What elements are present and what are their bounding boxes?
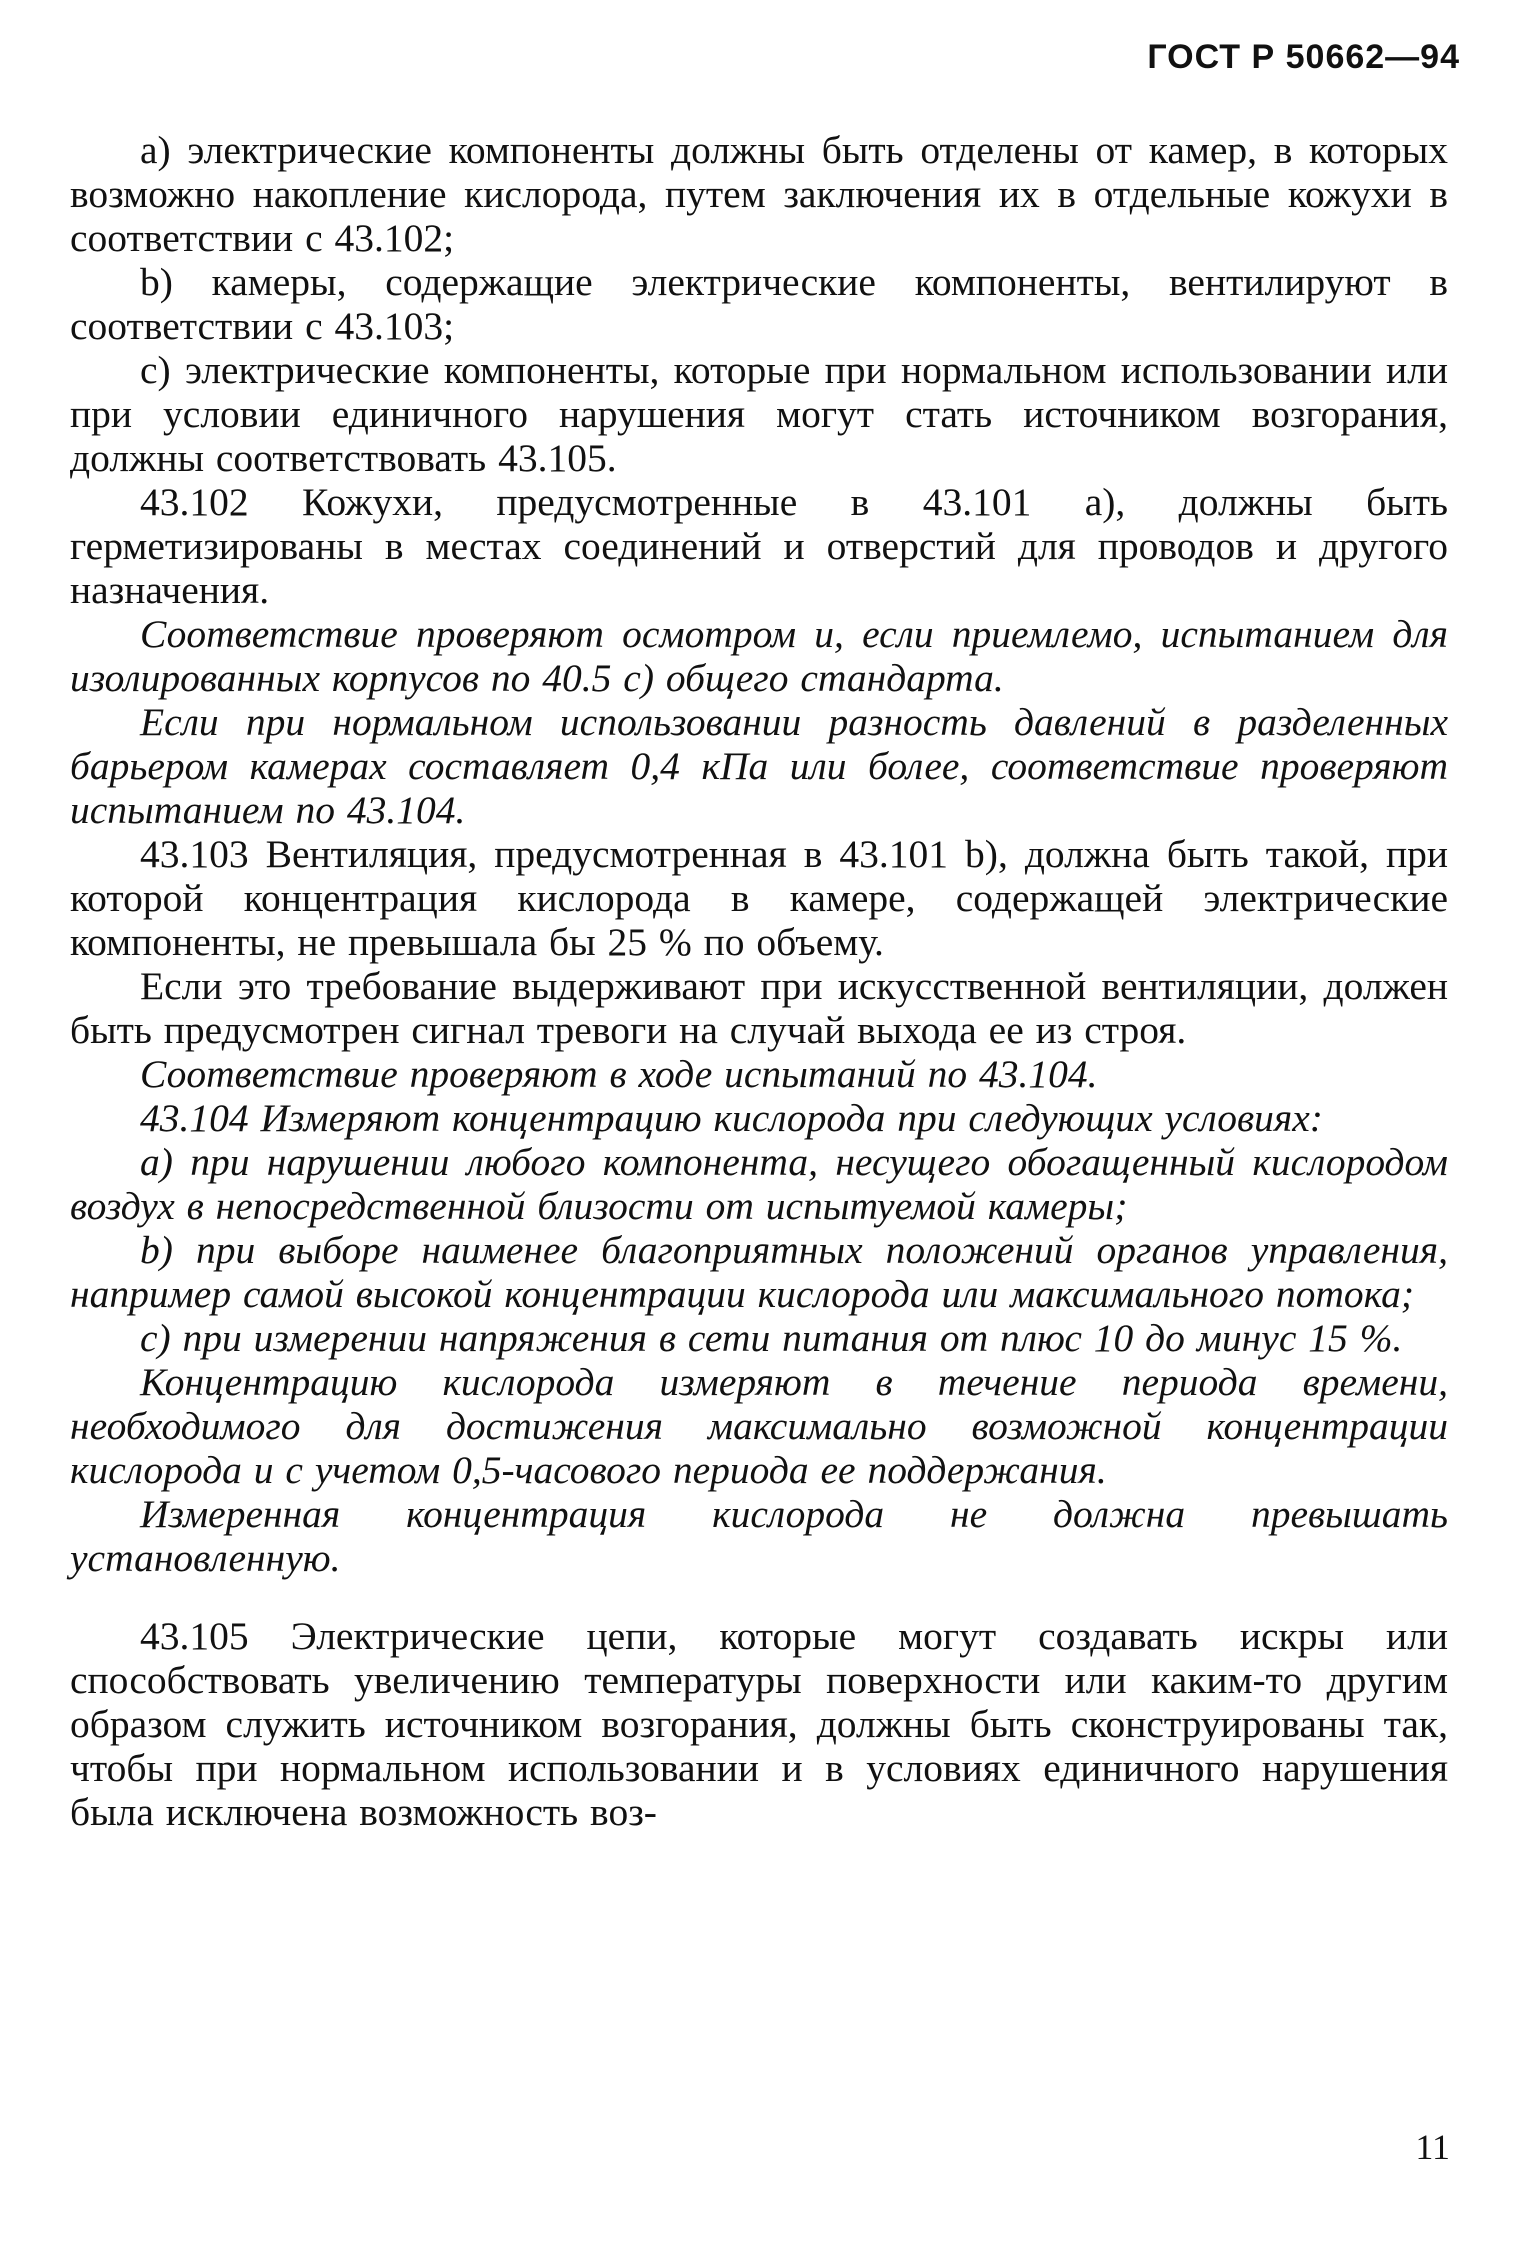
paragraph-item-b: b) камеры, содержащие электрические компоненты, вентилируют в соответствии с 43.103; bbox=[70, 260, 1448, 348]
condition-item-b: b) при выборе наименее благоприятных положений органов управления, например самой высокой концентрации кислорода или максимального потока; bbox=[70, 1228, 1448, 1316]
measurement-period-paragraph: Концентрацию кислорода измеряют в течение периода времени, необходимого для достижения максимально возможной концентрации кислорода и с учетом 0,5-часового периода ее поддержания. bbox=[70, 1360, 1448, 1492]
compliance-note-43-103: Соответствие проверяют в ходе испытаний по 43.104. bbox=[140, 1052, 1098, 1096]
compliance-note-43-102: Соответствие проверяют осмотром и, если приемлемо, испытанием для изолированных корпусов по 40.5 с) общего стандарта. bbox=[70, 612, 1448, 700]
paragraph-43-102: 43.102 Кожухи, предусмотренные в 43.101 а), должны быть герметизированы в местах соединений и отверстий для проводов и другого назначения. bbox=[70, 480, 1448, 612]
paragraph-43-104: 43.104 Измеряют концентрацию кислорода при следующих условиях: bbox=[140, 1096, 1323, 1140]
pressure-note-43-102: Если при нормальном использовании разность давлений в разделенных барьером камерах составляет 0,4 кПа или более, соответствие проверяют испытанием по 43.104. bbox=[70, 700, 1448, 832]
document-body bbox=[70, 128, 1448, 1834]
paragraph-item-a: а) электрические компоненты должны быть отделены от камер, в которых возможно накопление кислорода, путем заключения их в отдельные кожухи в соответствии с 43.102; bbox=[70, 128, 1448, 260]
condition-item-a: а) при нарушении любого компонента, несущего обогащенный кислородом воздух в непосредственной близости от испытуемой камеры; bbox=[70, 1140, 1448, 1228]
condition-item-c: с) при измерении напряжения в сети питания от плюс 10 до минус 15 %. bbox=[140, 1316, 1403, 1360]
paragraph-43-105: 43.105 Электрические цепи, которые могут создавать искры или способствовать увеличению температуры поверхности или каким-то другим образом служить источником возгорания, должны быть сконструированы так, чтобы при нормальном использовании и в условиях единичного нарушения была исключена возможность воз- bbox=[70, 1614, 1448, 1834]
ventilation-alarm-paragraph: Если это требование выдерживают при искусственной вентиляции, должен быть предусмотрен сигнал тревоги на случай выхода ее из строя. bbox=[70, 964, 1448, 1052]
paragraph-43-103: 43.103 Вентиляция, предусмотренная в 43.101 b), должна быть такой, при которой концентрация кислорода в камере, содержащей электрические компоненты, не превышала бы 25 % по объему. bbox=[70, 832, 1448, 964]
paragraph-item-c: с) электрические компоненты, которые при нормальном использовании или при условии единичного нарушения могут стать источником возгорания, должны соответствовать 43.105. bbox=[70, 348, 1448, 480]
page-number: 11 bbox=[1415, 2127, 1450, 2167]
measurement-limit-paragraph: Измеренная концентрация кислорода не должна превышать установленную. bbox=[70, 1492, 1448, 1580]
document-header: ГОСТ Р 50662—94 bbox=[1147, 38, 1460, 76]
